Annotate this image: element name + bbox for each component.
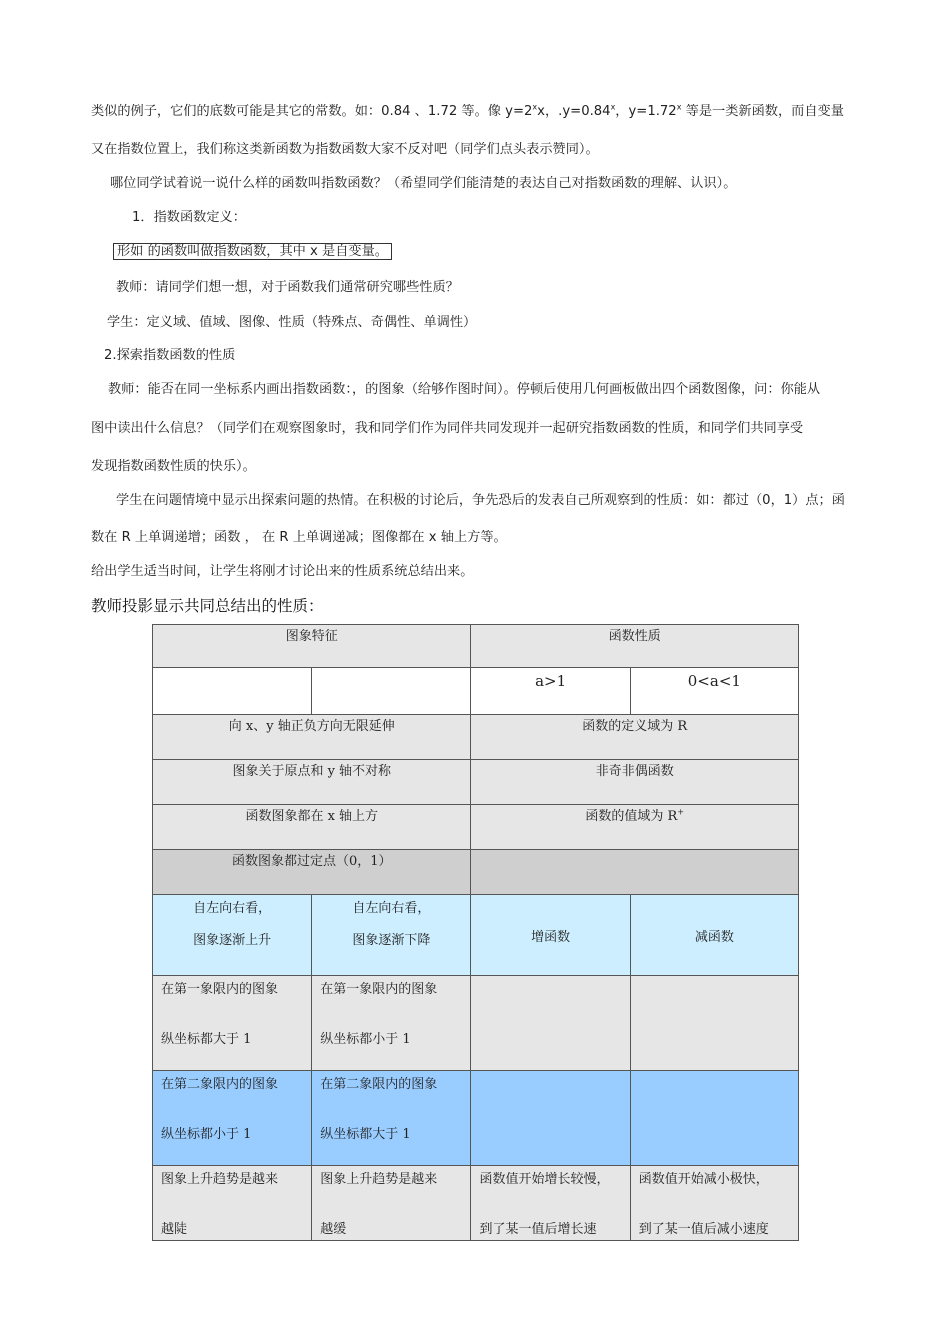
cell-quadrant1-feature-2 xyxy=(312,976,471,1071)
text-run: 等是一类新函数，而自变量 xyxy=(681,104,844,119)
text-run: x，.y=0.84 xyxy=(537,104,611,119)
paragraph-student-answer: 学生：定义域、值域、图像、性质（特殊点、奇偶性、单调性） xyxy=(107,315,477,330)
table-row xyxy=(153,976,799,1071)
empty-cell xyxy=(471,976,630,1071)
superscript: x xyxy=(676,102,682,112)
cell-trend-feature-1 xyxy=(153,1166,312,1241)
section-heading-properties: 2.探索指数函数的性质 xyxy=(104,348,236,363)
table-row xyxy=(153,805,799,850)
paragraph-1 xyxy=(91,103,844,121)
paragraph-4: 教师：能否在同一坐标系内画出指数函数：，的图象（给够作图时间）。停顿后使用几何画板做出四个函数图像，问：你能从 xyxy=(108,382,821,397)
text-line: 越陡 xyxy=(161,1222,188,1237)
cell-trend-property-1 xyxy=(471,1166,630,1241)
cell-quadrant2-feature-1 xyxy=(153,1071,312,1166)
table-row xyxy=(153,760,799,805)
empty-cell xyxy=(471,850,799,895)
cell-increasing: 增函数 xyxy=(471,895,630,976)
cell-range-feature: 函数图象都在 x 轴上方 xyxy=(153,805,471,850)
table-row xyxy=(153,1071,799,1166)
definition-text: 形如 的函数叫做指数函数，其中 x 是自变量。 xyxy=(113,243,392,260)
text-line: 在第一象限内的图象 xyxy=(320,982,438,997)
text-line: 图象上升趋势是越来 xyxy=(320,1172,438,1187)
paragraph-7: 学生在问题情境中显示出探索问题的热情。在积极的讨论后，争先恐后的发表自己所观察到的性质：如：都过（0，1）点；函 xyxy=(116,493,845,508)
paragraph-6: 发现指数函数性质的快乐）。 xyxy=(91,459,256,474)
text-line: 到了某一值后增长速 xyxy=(479,1222,597,1237)
definition-heading: 1．指数函数定义： xyxy=(132,210,246,225)
superscript: x xyxy=(532,102,538,112)
cell-monotonic-feature-2 xyxy=(312,895,471,976)
superscript: x xyxy=(610,102,616,112)
paragraph-9: 给出学生适当时间，让学生将刚才讨论出来的性质系统总结出来。 xyxy=(91,564,474,579)
text-line: 在第二象限内的图象 xyxy=(320,1077,438,1092)
paragraph-3: 哪位同学试着说一说什么样的函数叫指数函数？（希望同学们能清楚的表达自己对指数函数的理解、认识）。 xyxy=(110,176,737,191)
table-row xyxy=(153,850,799,895)
cell-monotonic-feature-1 xyxy=(153,895,312,976)
empty-cell xyxy=(153,668,312,715)
text-line: 图象逐渐上升 xyxy=(193,933,272,948)
table-row xyxy=(153,625,799,668)
condition-a-between: 0<a<1 xyxy=(630,668,798,715)
definition-box xyxy=(113,243,392,261)
text-run: ，y=1.72 xyxy=(615,104,677,119)
paragraph-5: 图中读出什么信息？（同学们在观察图象时，我和同学们作为同伴共同发现并一起研究指数函数的性质，和同学们共同享受 xyxy=(91,421,804,436)
empty-cell xyxy=(471,1071,630,1166)
text-run: 函数的值域为 R xyxy=(585,809,678,824)
text-line: 到了某一值后减小速度 xyxy=(638,1222,769,1237)
text-line: 纵坐标都小于 1 xyxy=(161,1127,252,1142)
superscript: + xyxy=(677,807,685,817)
table-heading: 教师投影显示共同总结出的性质： xyxy=(91,597,324,615)
cell-trend-property-2 xyxy=(630,1166,798,1241)
text-line: 在第二象限内的图象 xyxy=(161,1077,279,1092)
text-line: 纵坐标都小于 1 xyxy=(320,1032,411,1047)
header-graph-features: 图象特征 xyxy=(153,625,471,668)
cell-quadrant1-feature-1 xyxy=(153,976,312,1071)
paragraph-8: 数在 R 上单调递增；函数 ， 在 R 上单调递减；图像都在 x 轴上方等。 xyxy=(91,530,507,545)
text-line: 自左向右看， xyxy=(193,901,272,916)
text-line: 函数值开始增长较慢， xyxy=(479,1172,610,1187)
table-row xyxy=(153,715,799,760)
condition-a-gt-1: a>1 xyxy=(471,668,630,715)
text-line: 图象逐渐下降 xyxy=(352,933,431,948)
text-run: 类似的例子，它们的底数可能是其它的常数。如：0.84 、1.72 等。像 y=2 xyxy=(91,104,533,119)
empty-cell xyxy=(630,1071,798,1166)
cell-trend-feature-2 xyxy=(312,1166,471,1241)
text-line: 图象上升趋势是越来 xyxy=(161,1172,279,1187)
header-function-properties: 函数性质 xyxy=(471,625,799,668)
empty-cell xyxy=(312,668,471,715)
text-line: 越缓 xyxy=(320,1222,347,1237)
cell-range-property xyxy=(471,805,799,850)
empty-cell xyxy=(630,976,798,1071)
table-row xyxy=(153,668,799,715)
cell-domain-feature: 向 x、y 轴正负方向无限延伸 xyxy=(153,715,471,760)
text-line: 纵坐标都大于 1 xyxy=(161,1032,252,1047)
cell-parity-feature: 图象关于原点和 y 轴不对称 xyxy=(153,760,471,805)
cell-fixed-point-feature: 函数图象都过定点（0，1） xyxy=(153,850,471,895)
table-row xyxy=(153,1166,799,1241)
table-row xyxy=(153,895,799,976)
paragraph-2: 又在指数位置上，我们称这类新函数为指数函数大家不反对吧（同学们点头表示赞同）。 xyxy=(91,142,599,157)
text-line: 在第一象限内的图象 xyxy=(161,982,279,997)
properties-table xyxy=(152,624,799,1241)
text-line: 自左向右看， xyxy=(352,901,431,916)
cell-quadrant2-feature-2 xyxy=(312,1071,471,1166)
paragraph-teacher-question: 教师：请同学们想一想，对于函数我们通常研究哪些性质？ xyxy=(116,280,459,295)
text-line: 函数值开始减小极快， xyxy=(638,1172,769,1187)
cell-domain-property: 函数的定义域为 R xyxy=(471,715,799,760)
cell-decreasing: 减函数 xyxy=(630,895,798,976)
text-line: 纵坐标都大于 1 xyxy=(320,1127,411,1142)
cell-parity-property: 非奇非偶函数 xyxy=(471,760,799,805)
